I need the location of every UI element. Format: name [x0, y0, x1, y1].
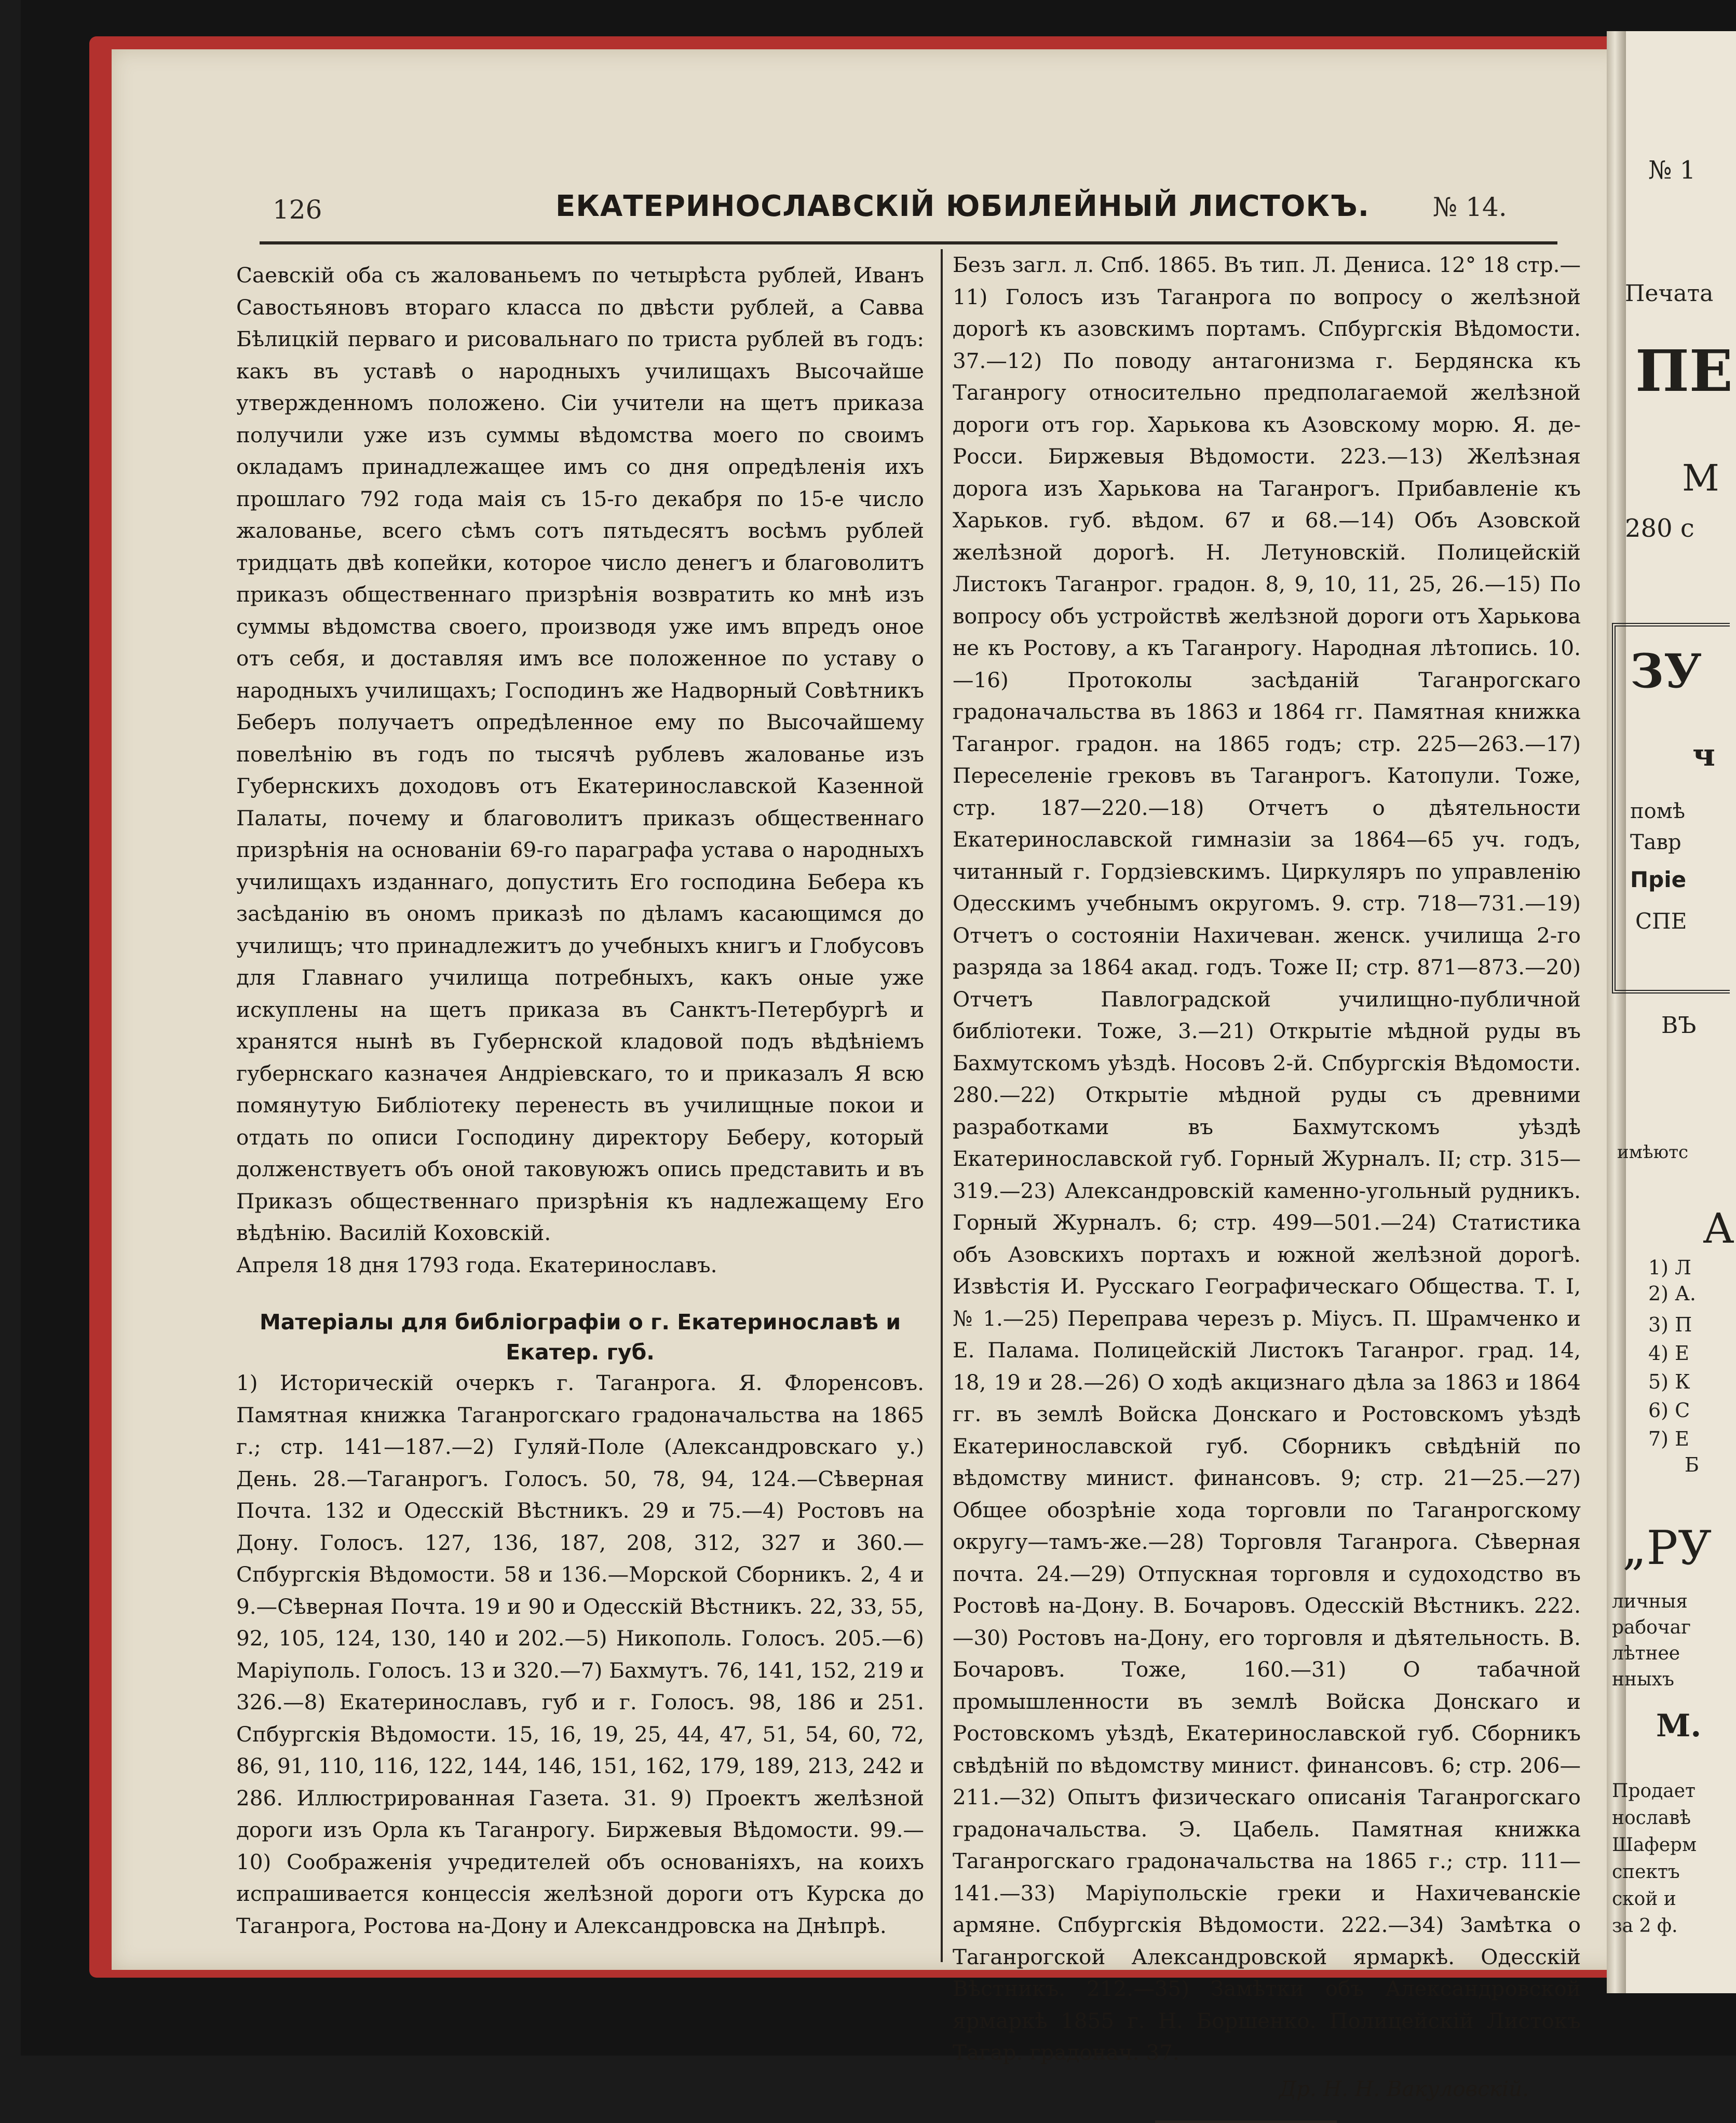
fragment: М [1682, 457, 1719, 499]
column-divider [941, 249, 943, 1962]
page-gutter [1607, 31, 1628, 1993]
right-column [953, 249, 1581, 2123]
fragment: ПЕ [1635, 337, 1733, 404]
fragment: 7) Е [1648, 1427, 1689, 1450]
page-header [265, 179, 1547, 236]
fragment: ВЪ [1661, 1012, 1697, 1039]
fragment: 3) П [1648, 1313, 1692, 1336]
fragment: Печата [1625, 280, 1714, 307]
author-signature: Др. Н. Н. Вакуловскій. [1279, 2076, 1529, 2101]
fragment: ЗУ [1630, 644, 1702, 699]
issue-number: № 14. [1433, 192, 1507, 222]
fragment: 4) Е [1648, 1342, 1689, 1365]
fragment: помѣ [1630, 799, 1685, 823]
fragment: имѣютс [1617, 1142, 1689, 1163]
fragment: лѣтнее [1612, 1643, 1680, 1664]
adjacent-issue-number: № 1 [1648, 156, 1696, 185]
page-number: 126 [273, 195, 322, 225]
fragment: нославѣ [1612, 1807, 1691, 1829]
signature-rule [1155, 2120, 1337, 2123]
fragment: 2) А. [1648, 1282, 1696, 1305]
fragment: СПЕ [1635, 908, 1687, 934]
fragment: 6) С [1648, 1399, 1690, 1422]
bibliography-text: 1) Историческій очеркъ г. Таганрога. Я. Флоренсовъ. Памятная книжка Таганрогскаго градоначальства на 1865 г.; стр. 141—187.—2) Гуляй-Поле (Александровскаго у.) День. 28.—Таганрогъ. Голосъ. 50, 78, 94, 124.—Сѣверная Почта. 132 и Одесскій Вѣстникъ. 29 и 75.—4) Ростовъ на Дону. Голосъ. 127, 136, 187, 208, 312, 327 и 360.—Спбургскія Вѣдомости. 58 и 136.—Морской Сборникъ. 2, 4 и 9.—Сѣверная Почта. 19 и 90 и Одесскій Вѣстникъ. 22, 33, 55, 92, 105, 124, 130, 140 и 202.—5) Никополь. Голосъ. 205.—6) Маріуполь. Голосъ. 13 и 320.—7) Бахмутъ. 76, 141, 152, 219 и 326.—8) Екатеринославъ, губ и г. Голосъ. 98, 186 и 251. Спбургскія Вѣдомости. 15, 16, 19, 25, 44, 47, 51, 54, 60, 72, 86, 91, 110, 116, 122, 144, 146, 151, 162, 179, 189, 213, 242 и 286. Иллюстрированная Газета. 31. 9) Проектъ желѣзной дороги изъ Орла къ Таганрогу. Биржевыя Вѣдомости. 99.—10) Соображенія учредителей объ основаніяхъ, на коихъ испрашивается концессія желѣзной дороги отъ Курска до Таганрога, Ростова на-Дону и Александровска на Днѣпрѣ. [236, 1370, 924, 1938]
fragment: 280 с [1625, 514, 1694, 543]
fragment: „РУ [1622, 1521, 1712, 1575]
fragment: А [1703, 1204, 1734, 1253]
fragment: рабочаг [1612, 1617, 1691, 1638]
fragment: ской и [1612, 1888, 1676, 1910]
header-rule [260, 241, 1557, 244]
fragment: Пріе [1630, 867, 1687, 892]
letter-date: Апреля 18 дня 1793 года. Екатеринославъ. [236, 1252, 717, 1277]
fragment: ч [1692, 737, 1715, 773]
fragment: Шаферм [1612, 1834, 1697, 1856]
section-heading: Матеріалы для библіографіи о г. Екатеринославѣ и Екатер. губ. [259, 1310, 901, 1365]
fragment: личныя [1612, 1591, 1688, 1612]
fragment: за 2 ф. [1612, 1915, 1678, 1937]
bibliography-continued: Безъ загл. л. Спб. 1865. Въ тип. Л. Дениса. 12° 18 стр.—11) Голосъ изъ Таганрога по вопросу о желѣзной дорогѣ къ азовскимъ портамъ. Спбургскія Вѣдомости. 37.—12) По поводу антагонизма г. Бердянска къ Таганрогу относительно предполагаемой желѣзной дороги отъ гор. Харькова къ Азовскому морю. Я. де-Росси. Биржевыя Вѣдомости. 223.—13) Желѣзная дорога изъ Харькова на Таганрогъ. Прибавленіе къ Харьков. губ. вѣдом. 67 и 68.—14) Объ Азовской желѣзной дорогѣ. Н. Летуновскій. Полицейскій Листокъ Таганрог. градон. 8, 9, 10, 11, 25, 26.—15) По вопросу объ устройствѣ желѣзной дороги отъ Харькова не къ Ростову, а къ Таганрогу. Народная лѣтопись. 10.—16) Протоколы засѣданій Таганрогскаго градоначальства въ 1863 и 1864 гг. Памятная книжка Таганрог. градон. на 1865 годъ; стр. 225—263.—17) Переселеніе грековъ въ Таганрогъ. Катопули. Тоже, стр. 187—220.—18) Отчетъ о дѣятельности Екатеринославской гимназіи за 1864—65 уч. годъ, читанный г. Гордзіевскимъ. Циркуляръ по управленію Одесскимъ учебнымъ округомъ. 9. стр. 718—731.—19) Отчетъ о состояніи Нахичеван. женск. училища 2-го разряда за 1864 акад. годъ. Тоже II; стр. 871—873.—20) Отчетъ Павлоградской училищно-публичной библіотеки. Тоже, 3.—21) Открытіе мѣдной руды въ Бахмутскомъ уѣздѣ. Носовъ 2-й. Спбургскія Вѣдомости. 280.—22) Открытіе мѣдной руды съ древними разработками въ Бахмутскомъ уѣздѣ Екатеринославской губ. Горный Журналъ. II; стр. 315—319.—23) Александровскій каменно-угольный рудникъ. Горный Журналъ. 6; стр. 499—501.—24) Статистика объ Азовскихъ портахъ и южной желѣзной дорогѣ. Извѣстія И. Русскаго Географическаго Общества. Т. I, № 1.—25) Переправа черезъ р. Міусъ. П. Шрамченко и Е. Палама. Полицейскій Листокъ Таганрог. град. 14, 18, 19 и 28.—26) О ходѣ акцизнаго дѣла за 1863 и 1864 гг. въ землѣ Войска Донскаго и Ростовскомъ уѣздѣ Екатеринославской губ. Сборникъ свѣдѣній по вѣдомству минист. финансовъ. 9; стр. 21—25.—27) Общее обозрѣніе хода торговли по Таганрогскому округу—тамъ-же.—28) Торговля Таганрога. Сѣверная почта. 24.—29) Отпускная торговля и судоходство въ Ростовѣ на-Дону. В. Бочаровъ. Одесскій Вѣстникъ. 222.—30) Ростовъ на-Дону, его торговля и дѣятельность. В. Бочаровъ. Тоже, 160.—31) О табачной промышленности въ землѣ Войска Донскаго и Ростовскомъ уѣздѣ, Екатеринославской губ. Сборникъ свѣдѣній по вѣдомству минист. финансовъ. 6; стр. 206—211.—32) Опытъ физическаго описанія Таганрогскаго градоначальства. Э. Цабель. Памятная книжка Таганрогскаго градоначальства на 1865 г.; стр. 111—141.—33) Маріупольскіе греки и Нахичеванскіе армяне. Спбургскія Вѣдомости. 222.—34) Замѣтка о Таганрогской Александровской ярмаркѣ. Одесскій Вѣстникъ. 212.—35) Замѣтки объ Александровской ярмаркѣ 1855 г. Н. Боршенко. Полицейскій Листокъ Тагар. градонач. 37. [953, 252, 1581, 2065]
letter-text: Саевскій оба съ жалованьемъ по четырѣста рублей, Иванъ Савостьяновъ втораго класса по двѣсти рублей, а Савва Бѣлицкій перваго и рисовальнаго по триста рублей въ годъ: какъ въ уставѣ о народныхъ училищахъ Высочайше утвержденномъ положено. Сіи учители на щетъ приказа получили уже изъ суммы вѣдомства моего по своимъ окладамъ принадлежащее имъ со дня опредѣленія ихъ прошлаго 792 года маія съ 15-го декабря по 15-е число жалованье, всего сѣмъ сотъ пятьдесятъ восѣмъ рублей тридцать двѣ копейки, которое число денегъ и благоволитъ приказъ общественнаго призрѣнія возвратить ко мнѣ изъ суммы вѣдомства своего, производя уже имъ впредъ оное отъ себя, и доставляя имъ все положенное по уставу о народныхъ училищахъ; Господинъ же Надворный Совѣтникъ Беберъ получаетъ опредѣленное ему по Высочайшему повелѣнію въ годъ по тысячѣ рублевъ жалованье изъ Губернскихъ доходовъ отъ Екатеринославской Казенной Палаты, почему и благоволитъ приказъ общественнаго призрѣнія на основаніи 69-го параграфа устава о народныхъ училищахъ изданнаго, допустить Его господина Бебера къ засѣданію въ ономъ приказѣ по дѣламъ касающимся до училищъ; что принадлежитъ до учебныхъ книгъ и Глобусовъ для Главнаго училища потребныхъ, какъ оные уже искуплены на щетъ приказа въ Санктъ-Петербургѣ и хранятся нынѣ въ Губернской кладовой подъ вѣдѣніемъ губернскаго казначея Андріевскаго, то и приказалъ Я всю помянутую Библіотеку перенесть въ училищные покои и отдать по описи Господину директору Беберу, который долженствуетъ объ оной таковуюжъ опись представить и въ Приказъ общественнаго призрѣнія къ надлежащему Его вѣдѣнію. Василій Коховскій. [236, 263, 924, 1245]
fragment: Б [1685, 1453, 1699, 1476]
fragment: Тавр [1630, 831, 1681, 854]
newspaper-title: ЕКАТЕРИНОСЛАВСКІЙ ЮБИЛЕЙНЫЙ ЛИСТОКЪ. [555, 189, 1370, 223]
fragment: М. [1656, 1708, 1702, 1744]
fragment: спектъ [1612, 1861, 1680, 1883]
fragment: 5) К [1648, 1370, 1690, 1393]
fragment: Продает [1612, 1780, 1696, 1802]
fragment: 1) Л [1648, 1256, 1691, 1279]
left-column [236, 260, 924, 1942]
fragment: нныхъ [1612, 1669, 1674, 1690]
